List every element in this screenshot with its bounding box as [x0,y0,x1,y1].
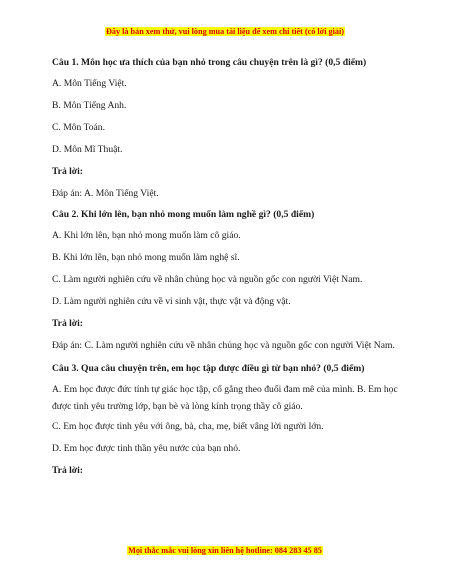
q3-option-ab: A. Em học được đức tính tự giác học tập, cố gắng theo đuổi đam mê của mình. B. Em học được tình yêu trường lớp, bạn bè và lòng kính trọng thầy cô giáo. [52,384,398,412]
q1-answer-label: Trả lời: [52,166,83,177]
q1-option-a: A. Môn Tiếng Việt. [52,78,127,89]
q2-option-a: A. Khi lớn lên, bạn nhỏ mong muốn làm cô giáo. [52,230,241,241]
question-3: Câu 3. Qua câu chuyện trên, em học tập được điều gì từ bạn nhỏ? (0,5 điểm) [52,363,365,374]
document-body [52,56,404,486]
q2-option-d: D. Làm người nghiên cứu về vi sinh vật, thực vật và động vật. [52,296,291,307]
q1-option-c: C. Môn Toán. [52,122,105,133]
q3-option-c: C. Em học được tình yêu với ông, bà, cha, mẹ, biết vâng lời người lớn. [52,421,324,432]
q3-answer-label: Trả lời: [52,465,83,476]
q2-option-b: B. Khi lớn lên, bạn nhỏ mong muốn làm nghệ sĩ. [52,252,240,263]
q2-option-c: C. Làm người nghiên cứu về nhân chủng học và nguồn gốc con người Việt Nam. [52,274,363,285]
q2-answer-label: Trả lời: [52,318,83,329]
hotline-notice: Mọi thắc mắc vui lòng xin liên hệ hotline: 084 283 45 85 [128,546,322,555]
q3-option-d: D. Em học được tinh thần yêu nước của bạn nhỏ. [52,443,241,454]
question-1: Câu 1. Môn học ưa thích của bạn nhỏ trong câu chuyện trên là gì? (0,5 điểm) [52,57,367,68]
q1-option-b: B. Môn Tiếng Anh. [52,100,127,111]
q2-answer: Đáp án: C. Làm người nghiên cứu về nhân chủng học và nguồn gốc con người Việt Nam. [52,340,395,351]
preview-notice: Đây là bản xem thử, vui lòng mua tài liệu để xem chi tiết (có lời giải) [105,27,344,36]
q1-option-d: D. Môn Mĩ Thuật. [52,144,123,155]
question-2: Câu 2. Khi lớn lên, bạn nhỏ mong muốn làm nghề gì? (0,5 điểm) [52,209,315,220]
q1-answer: Đáp án: A. Môn Tiếng Việt. [52,188,159,199]
